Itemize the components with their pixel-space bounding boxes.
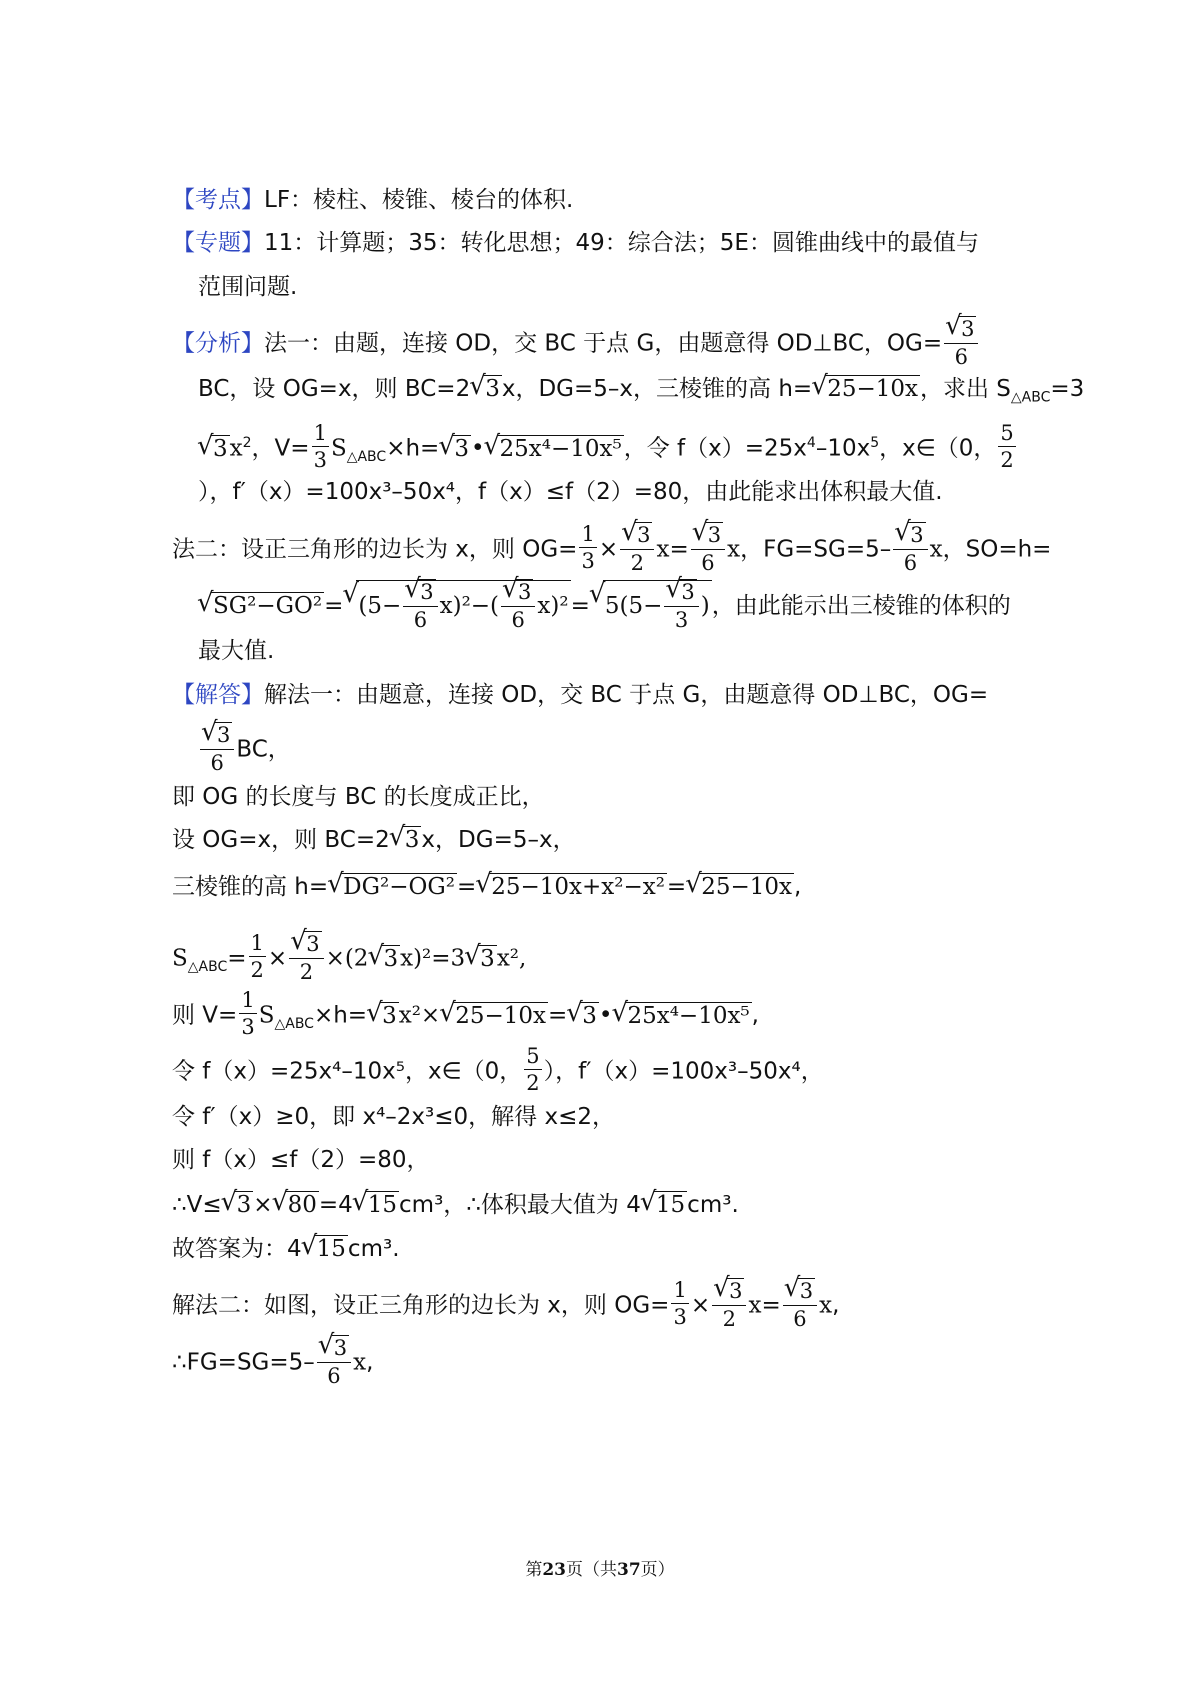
- jieda-line-13: 解法二：如图，设正三角形的边长为 x，则 OG= $\frac{1}{3}$ × √ $\frac{3}{2}$ x= √ $\frac{3}{6}$ x,: [172, 1280, 839, 1332]
- fenxi-line-1: [172, 318, 980, 370]
- sqrt-3: √ 3: [470, 372, 502, 406]
- zhuanti-line-1: [172, 226, 979, 260]
- jieda-line-6: $S_{\triangle ABC}=$ $\frac{1}{2}$ × √ $\frac{3}{2}$ ×(2√ 3x)²=3√ 3x²,: [172, 933, 526, 985]
- current-page: 23: [542, 1560, 566, 1580]
- jieda-line-7: 则 V= $\frac{1}{3}$ $S_{\triangle ABC}\times h=√$ 3x²×√ 25−10x=√ 3•√ 25x⁴−10x⁵,: [172, 992, 759, 1040]
- kaodian-tag: 【考点】: [172, 187, 264, 213]
- jieda-line-2: √ $\frac{3}{6}$ BC，: [198, 724, 291, 776]
- kaodian-text: LF：棱柱、棱锥、棱台的体积.: [264, 187, 574, 213]
- jieda-tag: 【解答】: [172, 682, 264, 708]
- sqrt-v: √ 25x⁴−10x⁵: [485, 432, 624, 466]
- fenxi-line-6: √ SG²−GO²=√ (5− √ $\frac{3}{6}$ x)²−( √ $\frac{3}{6}$ x)²=√ 5(5− √ $\frac{3}{3}$ )，由此能示出三棱锥的体积的: [198, 580, 1011, 633]
- fenxi-line-2: BC，设 OG=x，则 BC=2√ 3x，DG=5–x，三棱锥的高 h=√ 25−10x，求出 $S_{\triangle ABC}=3$: [198, 372, 1084, 406]
- jieda-line-1: 【解答】解法一：由题意，连接 OD，交 BC 于点 G，由题意得 OD⊥BC，OG=: [172, 682, 989, 708]
- jieda-line-5: 三棱锥的高 h=√ DG²−OG²=√ 25−10x+x²−x²=√ 25−10x,: [172, 870, 801, 904]
- jieda-line-12: 故答案为：4√ 15cm³.: [172, 1232, 400, 1266]
- fenxi-line-4: ），f′（x）=100x³–50x⁴，f（x）≤f（2）=80，由此能求出体积最大值.: [198, 479, 943, 505]
- sqrt-h: √ 25−10x: [812, 372, 920, 406]
- fraction-5-2: $\frac{5}{2}$: [1000, 421, 1014, 472]
- jieda-line-3: 即 OG 的长度与 BC 的长度成正比，: [172, 784, 545, 810]
- zhuanti-text-1: 11：计算题；35：转化思想；49：综合法；5E：圆锥曲线中的最值与: [264, 230, 979, 256]
- total-pages: 37: [617, 1560, 641, 1580]
- jieda-line-4: 设 OG=x，则 BC=2√ 3x，DG=5–x，: [172, 823, 576, 857]
- fenxi-text-1: 法一：由题，连接 OD，交 BC 于点 G，由题意得 OD⊥BC，OG=: [264, 330, 943, 357]
- fenxi-line-5: 法二：设正三角形的边长为 x，则 OG= $\frac{1}{3}$ × √ $\frac{3}{2}$ x= √ $\frac{3}{6}$ x，FG=SG=5– √ $\frac{3}{6}$ x，SO=h=: [172, 524, 1051, 576]
- zhuanti-text-2: 范围问题.: [198, 274, 298, 300]
- kaodian-line: [172, 183, 573, 217]
- jieda-line-8: 令 f（x）=25x⁴–10x⁵，x∈（0， $\frac{5}{2}$ ），f′（x）=100x³–50x⁴，: [172, 1044, 824, 1095]
- jieda-line-9: 令 f′（x）≥0，即 x⁴–2x³≤0，解得 x≤2，: [172, 1104, 615, 1130]
- fraction-sqrt3-over-6: √ $\frac{3}{6}$: [944, 316, 978, 368]
- fenxi-line-7: 最大值.: [198, 638, 275, 664]
- jieda-line-11: ∴V≤√ 3×√ 80=4√ 15cm³，∴体积最大值为 4√ 15cm³.: [172, 1188, 739, 1222]
- fenxi-line-3: √ $3x^2$，V= $\frac{1}{3}$ $S_{\triangle ABC}\times h=√$ 3•√ 25x⁴−10x⁵，令 $f(x)=25x^4-10x^5$，x∈（0， $\frac{5}{2}$: [198, 425, 1018, 473]
- jieda-line-10: 则 f（x）≤f（2）=80，: [172, 1147, 430, 1173]
- zhuanti-line-2: [198, 270, 297, 304]
- page-footer: 第23页（共37页）: [525, 1560, 675, 1580]
- jieda-line-14: ∴FG=SG=5– √ $\frac{3}{6}$ x,: [172, 1337, 373, 1389]
- fenxi-tag: 【分析】: [172, 330, 264, 357]
- zhuanti-tag: 【专题】: [172, 230, 264, 256]
- fraction-1-3: $\frac{1}{3}$: [313, 421, 327, 472]
